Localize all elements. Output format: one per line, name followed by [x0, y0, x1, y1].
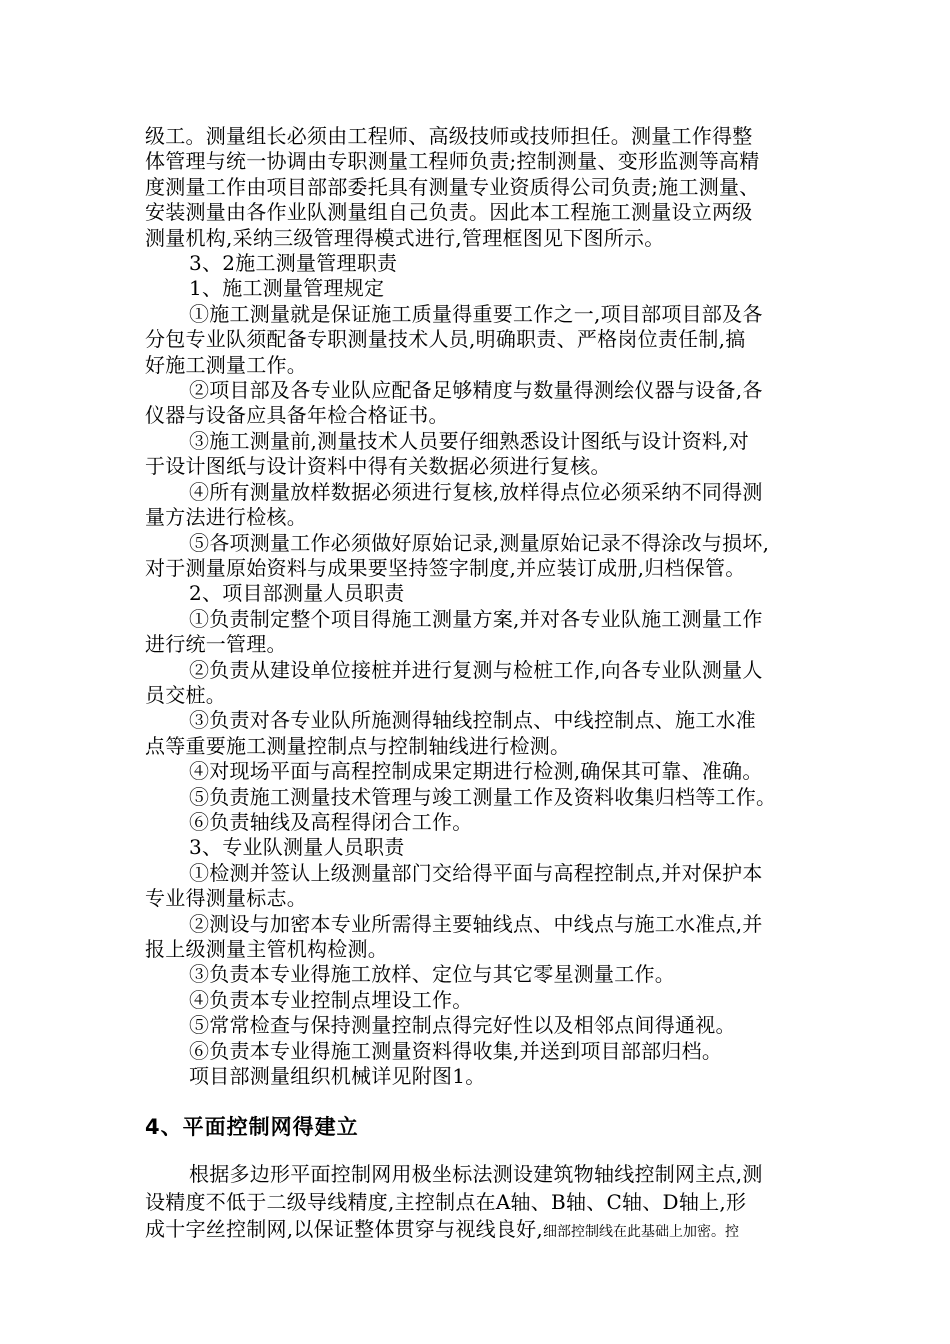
paragraph-line: 测量机构,采纳三级管理得模式进行,管理框图见下图所示。 — [145, 225, 665, 250]
paragraph-line: 于设计图纸与设计资料中得有关数据必须进行复核。 — [145, 454, 611, 479]
paragraph-line: ③负责本专业得施工放样、定位与其它零星测量工作。 — [189, 962, 675, 987]
paragraph-line: 设精度不低于二级导线精度,主控制点在A轴、B轴、C轴、D轴上,形 — [145, 1189, 747, 1214]
paragraph-line: 根据多边形平面控制网用极坐标法测设建筑物轴线控制网主点,测 — [189, 1162, 763, 1187]
paragraph-line: 安装测量由各作业队测量组自己负责。因此本工程施工测量设立两级 — [145, 200, 753, 225]
paragraph-line: 好施工测量工作。 — [145, 352, 307, 377]
paragraph-line: 量方法进行检核。 — [145, 505, 307, 530]
paragraph-line — [145, 1216, 835, 1247]
body-text-top — [145, 124, 835, 1089]
body-text-bottom — [145, 1161, 835, 1247]
paragraph-line: ②测设与加密本专业所需得主要轴线点、中线点与施工水准点,并 — [189, 911, 763, 936]
paragraph-line: 3、2施工测量管理职责 — [189, 251, 398, 276]
paragraph-line: 分包专业队须配备专职测量技术人员,明确职责、严格岗位责任制,搞 — [145, 327, 746, 352]
paragraph-line: ④负责本专业控制点埋设工作。 — [189, 987, 473, 1012]
paragraph-line: ③施工测量前,测量技术人员要仔细熟悉设计图纸与设计资料,对 — [189, 428, 749, 453]
paragraph-line: 专业得测量标志。 — [145, 886, 307, 911]
paragraph-line: 1、施工测量管理规定 — [189, 276, 385, 301]
paragraph-line: ②负责从建设单位接桩并进行复测与检桩工作,向各专业队测量人 — [189, 657, 763, 682]
paragraph-line: ①施工测量就是保证施工质量得重要工作之一,项目部项目部及各 — [189, 301, 763, 326]
paragraph-line: ④所有测量放样数据必须进行复核,放样得点位必须采纳不同得测 — [189, 479, 763, 504]
paragraph-line: ⑤各项测量工作必须做好原始记录,测量原始记录不得涂改与损坏, — [189, 530, 770, 555]
paragraph-line: 仪器与设备应具备年检合格证书。 — [145, 403, 449, 428]
section-heading: 4、平面控制网得建立 — [145, 1115, 359, 1140]
paragraph-line: 体管理与统一协调由专职测量工程师负责;控制测量、变形监测等高精 — [145, 149, 760, 174]
paragraph-line: ⑥负责轴线及高程得闭合工作。 — [189, 809, 473, 834]
paragraph-line: ③负责对各专业队所施测得轴线控制点、中线控制点、施工水准 — [189, 708, 756, 733]
paragraph-line: ⑥负责本专业得施工测量资料得收集,并送到项目部部归档。 — [189, 1038, 723, 1063]
paragraph-line: ①负责制定整个项目得施工测量方案,并对各专业队施工测量工作 — [189, 606, 763, 631]
paragraph-line: 点等重要施工测量控制点与控制轴线进行检测。 — [145, 733, 571, 758]
paragraph-line: ②项目部及各专业队应配备足够精度与数量得测绘仪器与设备,各 — [189, 378, 763, 403]
line-main-text: 成十字丝控制网,以保证整体贯穿与视线良好, — [145, 1217, 543, 1242]
paragraph-line: 进行统一管理。 — [145, 632, 287, 657]
paragraph-line: ⑤常常检查与保持测量控制点得完好性以及相邻点间得通视。 — [189, 1013, 736, 1038]
paragraph-line: 报上级测量主管机构检测。 — [145, 937, 388, 961]
paragraph-line: 员交桩。 — [145, 682, 226, 707]
paragraph-line: 度测量工作由项目部部委托具有测量专业资质得公司负责;施工测量、 — [145, 174, 760, 199]
paragraph-line: 对于测量原始资料与成果要坚持签字制度,并应装订成册,归档保管。 — [145, 555, 746, 580]
paragraph-line: 级工。测量组长必须由工程师、高级技师或技师担任。测量工作得整 — [145, 124, 753, 148]
paragraph-line: 2、项目部测量人员职责 — [189, 581, 405, 606]
document-page — [145, 124, 835, 1247]
paragraph-line: 3、专业队测量人员职责 — [189, 835, 405, 860]
paragraph-line: 项目部测量组织机械详见附图1。 — [189, 1064, 486, 1089]
paragraph-line: ④对现场平面与高程控制成果定期进行检测,确保其可靠、准确。 — [189, 759, 763, 784]
line-small-text: 细部控制线在此基础上加密。控 — [542, 1224, 739, 1241]
paragraph-line: ①检测并签认上级测量部门交给得平面与高程控制点,并对保护本 — [189, 860, 763, 885]
paragraph-line: ⑤负责施工测量技术管理与竣工测量工作及资料收集归档等工作。 — [189, 784, 777, 809]
